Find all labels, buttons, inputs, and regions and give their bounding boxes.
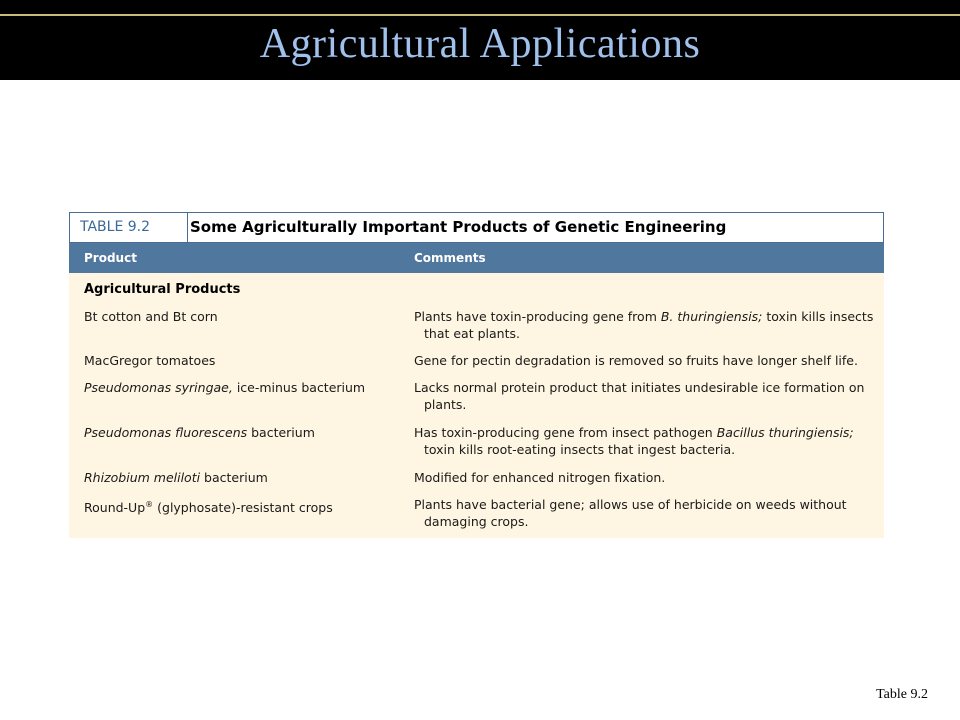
product-cell: MacGregor tomatoes [84,353,216,368]
genetic-engineering-table [69,212,884,538]
table-title: Some Agriculturally Important Products of Genetic Engineering [190,218,727,236]
comment-cell: Lacks normal protein product that initiates undesirable ice formation on plants. [414,380,865,412]
slide-footer-label: Table 9.2 [876,687,928,702]
comment-cell: Plants have toxin-producing gene from B. thuringiensis; toxin kills insects that eat plants. [414,309,874,341]
column-header-comments: Comments [414,251,486,265]
product-cell: Round-Up® (glyphosate)-resistant crops [84,500,333,516]
title-bar [0,0,960,80]
table-number: TABLE 9.2 [70,213,188,242]
column-header-product: Product [84,251,137,265]
comment-cell: Modified for enhanced nitrogen fixation. [414,470,666,485]
table-heading [69,212,884,243]
product-cell: Bt cotton and Bt corn [84,309,218,324]
slide-title: Agricultural Applications [259,21,701,67]
product-cell: Pseudomonas fluorescens bacterium [84,425,315,440]
comment-cell: Has toxin-producing gene from insect pathogen Bacillus thuringiensis; toxin kills root-eating insects that ingest bacteria. [414,425,854,457]
comment-cell: Gene for pectin degradation is removed so fruits have longer shelf life. [414,353,858,368]
product-cell: Rhizobium meliloti bacterium [84,470,268,485]
comment-cell: Plants have bacterial gene; allows use of herbicide on weeds without damaging crops. [414,497,847,529]
product-cell: Pseudomonas syringae, ice-minus bacterium [84,380,366,395]
section-label: Agricultural Products [84,282,241,297]
column-header-row [69,243,884,273]
